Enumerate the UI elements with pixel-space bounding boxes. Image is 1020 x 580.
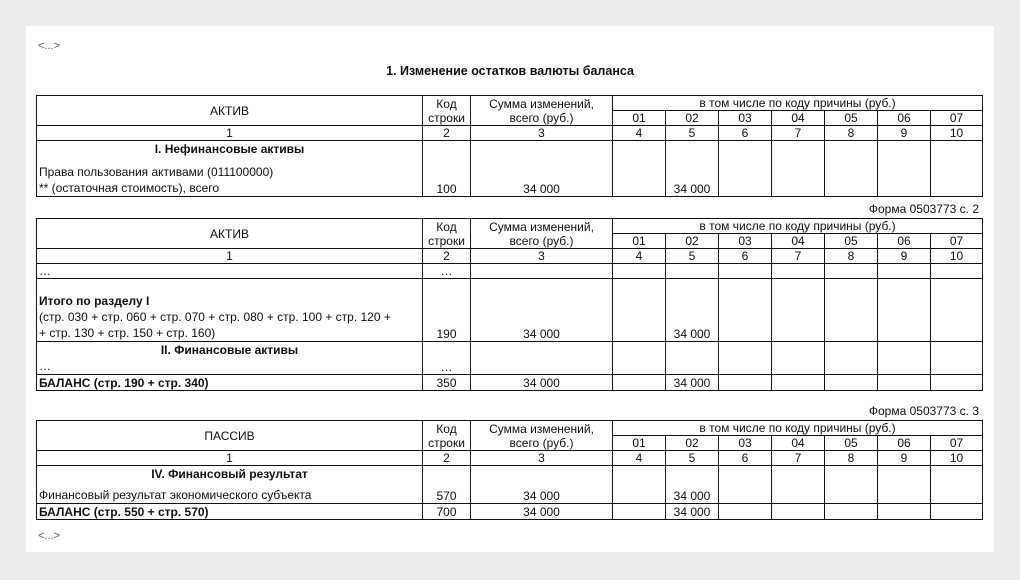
code-06: 06	[878, 436, 931, 451]
num-1: 1	[37, 126, 423, 141]
cell-empty	[613, 141, 666, 197]
cell-empty	[719, 342, 772, 375]
code-05: 05	[825, 234, 878, 249]
num-10: 10	[931, 451, 983, 466]
row-c02: 34 000	[666, 141, 719, 197]
cell-empty	[772, 504, 825, 520]
cell-empty	[471, 264, 613, 279]
row-code: 570	[423, 466, 471, 504]
num-8: 8	[825, 451, 878, 466]
document-title: 1. Изменение остатков валюты баланса	[386, 64, 634, 78]
balans-c02: 34 000	[666, 375, 719, 391]
row-label-100	[37, 141, 423, 197]
code-04: 04	[772, 436, 825, 451]
cell-empty	[931, 141, 983, 197]
cell-empty	[666, 264, 719, 279]
cell-empty	[825, 504, 878, 520]
cell-empty	[719, 264, 772, 279]
code-03: 03	[719, 111, 772, 126]
cell-empty	[931, 375, 983, 391]
cell-empty	[825, 264, 878, 279]
num-6: 6	[719, 126, 772, 141]
cell-empty	[772, 264, 825, 279]
cell-empty	[719, 466, 772, 504]
header-aktiv: АКТИВ	[37, 96, 423, 126]
balans-c02: 34 000	[666, 504, 719, 520]
cell-empty	[772, 375, 825, 391]
table-row	[37, 279, 983, 342]
num-10: 10	[931, 249, 983, 264]
cell-empty	[613, 504, 666, 520]
cell-empty	[719, 279, 772, 342]
itogo-line1: (стр. 030 + стр. 060 + стр. 070 + стр. 080 + стр. 100 + стр. 120 +	[39, 310, 391, 324]
cell-empty	[719, 141, 772, 197]
row-section2	[37, 342, 423, 375]
num-2: 2	[423, 126, 471, 141]
num-7: 7	[772, 249, 825, 264]
cell-empty	[825, 141, 878, 197]
table-aktiv-2	[36, 218, 983, 391]
num-6: 6	[719, 249, 772, 264]
cell-empty	[825, 342, 878, 375]
num-1: 1	[37, 451, 423, 466]
num-4: 4	[613, 451, 666, 466]
num-2: 2	[423, 249, 471, 264]
cell-empty	[878, 466, 931, 504]
ellipsis-top: <...>	[38, 40, 61, 52]
cell-empty	[613, 279, 666, 342]
cell-empty	[878, 141, 931, 197]
cell-empty	[666, 342, 719, 375]
cell-empty	[825, 279, 878, 342]
balans-sum: 34 000	[471, 375, 613, 391]
code-07: 07	[931, 111, 983, 126]
form-label-p2: Форма 0503773 с. 2	[868, 202, 979, 216]
cell-empty	[878, 342, 931, 375]
num-4: 4	[613, 126, 666, 141]
cell-empty	[878, 375, 931, 391]
header-aktiv: АКТИВ	[37, 219, 423, 249]
num-7: 7	[772, 126, 825, 141]
itogo-sum: 34 000	[471, 279, 613, 342]
code-01: 01	[613, 234, 666, 249]
header-v-tom: в том числе по коду причины (руб.)	[613, 96, 983, 111]
cell-empty	[719, 504, 772, 520]
cell-empty	[825, 375, 878, 391]
table-row	[37, 141, 983, 197]
code-04: 04	[772, 111, 825, 126]
num-1: 1	[37, 249, 423, 264]
code-06: 06	[878, 234, 931, 249]
section2-title: II. Финансовые активы	[160, 343, 299, 357]
form-label-p3: Форма 0503773 с. 3	[868, 404, 979, 418]
row-text-line2: ** (остаточная стоимость), всего	[39, 181, 220, 195]
itogo-c02: 34 000	[666, 279, 719, 342]
code-03: 03	[719, 436, 772, 451]
header-summa: Сумма изменений, всего (руб.)	[471, 96, 613, 126]
cell-empty	[772, 466, 825, 504]
code-01: 01	[613, 111, 666, 126]
cell-empty	[878, 264, 931, 279]
cell-empty	[772, 141, 825, 197]
code-06: 06	[878, 111, 931, 126]
code-01: 01	[613, 436, 666, 451]
header-kod: Код строки	[423, 421, 471, 451]
code-07: 07	[931, 234, 983, 249]
num-5: 5	[666, 249, 719, 264]
table-passiv	[36, 420, 983, 520]
itogo-title: Итого по разделу I	[39, 294, 150, 308]
cell-empty	[772, 342, 825, 375]
header-summa: Сумма изменений, всего (руб.)	[471, 421, 613, 451]
num-4: 4	[613, 249, 666, 264]
cell-empty	[471, 342, 613, 375]
code-04: 04	[772, 234, 825, 249]
cell-empty	[878, 279, 931, 342]
cell-empty	[613, 264, 666, 279]
row-text-line1: Права пользования активами (011100000)	[39, 165, 274, 179]
section4-title: IV. Финансовый результат	[151, 467, 308, 481]
itogo-line2: + стр. 130 + стр. 150 + стр. 160)	[39, 326, 216, 340]
num-2: 2	[423, 451, 471, 466]
num-6: 6	[719, 451, 772, 466]
row-c02: 34 000	[666, 466, 719, 504]
cell-empty	[931, 279, 983, 342]
header-kod: Код строки	[423, 96, 471, 126]
num-8: 8	[825, 126, 878, 141]
balans-sum: 34 000	[471, 504, 613, 520]
header-kod: Код строки	[423, 219, 471, 249]
num-3: 3	[471, 126, 613, 141]
num-9: 9	[878, 126, 931, 141]
num-3: 3	[471, 249, 613, 264]
num-10: 10	[931, 126, 983, 141]
row-text: Финансовый результат экономического субъекта	[39, 488, 312, 502]
number-row	[37, 126, 983, 141]
cell-empty	[931, 264, 983, 279]
num-7: 7	[772, 451, 825, 466]
num-8: 8	[825, 249, 878, 264]
table-aktiv-1	[36, 95, 983, 197]
table-row	[37, 342, 983, 375]
cell-empty	[719, 375, 772, 391]
header-v-tom: в том числе по коду причины (руб.)	[613, 219, 983, 234]
num-5: 5	[666, 451, 719, 466]
table-row	[37, 264, 983, 279]
header-v-tom: в том числе по коду причины (руб.)	[613, 421, 983, 436]
code-02: 02	[666, 234, 719, 249]
itogo-code: 190	[423, 279, 471, 342]
balans-code: 700	[423, 504, 471, 520]
cell-empty	[931, 466, 983, 504]
table-row	[37, 375, 983, 391]
num-9: 9	[878, 249, 931, 264]
row-sum: 34 000	[471, 466, 613, 504]
code-05: 05	[825, 111, 878, 126]
row-dots-code: …	[423, 264, 471, 279]
cell-empty	[772, 279, 825, 342]
table-row	[37, 466, 983, 504]
num-3: 3	[471, 451, 613, 466]
code-03: 03	[719, 234, 772, 249]
num-5: 5	[666, 126, 719, 141]
row-itogo	[37, 279, 423, 342]
cell-empty	[825, 466, 878, 504]
balans-code: 350	[423, 375, 471, 391]
row-label-570	[37, 466, 423, 504]
balans-label: БАЛАНС (стр. 550 + стр. 570)	[37, 504, 423, 520]
number-row	[37, 451, 983, 466]
cell-empty	[613, 375, 666, 391]
num-9: 9	[878, 451, 931, 466]
header-summa: Сумма изменений, всего (руб.)	[471, 219, 613, 249]
row-dots: …	[37, 264, 423, 279]
cell-empty	[878, 504, 931, 520]
ellipsis-bottom: <...>	[38, 530, 61, 542]
section-title: I. Нефинансовые активы	[154, 142, 305, 156]
code-07: 07	[931, 436, 983, 451]
number-row	[37, 249, 983, 264]
cell-empty	[931, 504, 983, 520]
table-row	[37, 504, 983, 520]
section2-code-dots: …	[423, 342, 471, 375]
header-passiv: ПАССИВ	[37, 421, 423, 451]
row-sum: 34 000	[471, 141, 613, 197]
code-02: 02	[666, 436, 719, 451]
section2-dots: …	[39, 359, 51, 373]
code-05: 05	[825, 436, 878, 451]
cell-empty	[931, 342, 983, 375]
cell-empty	[613, 466, 666, 504]
balans-label: БАЛАНС (стр. 190 + стр. 340)	[37, 375, 423, 391]
code-02: 02	[666, 111, 719, 126]
cell-empty	[613, 342, 666, 375]
row-code: 100	[423, 141, 471, 197]
